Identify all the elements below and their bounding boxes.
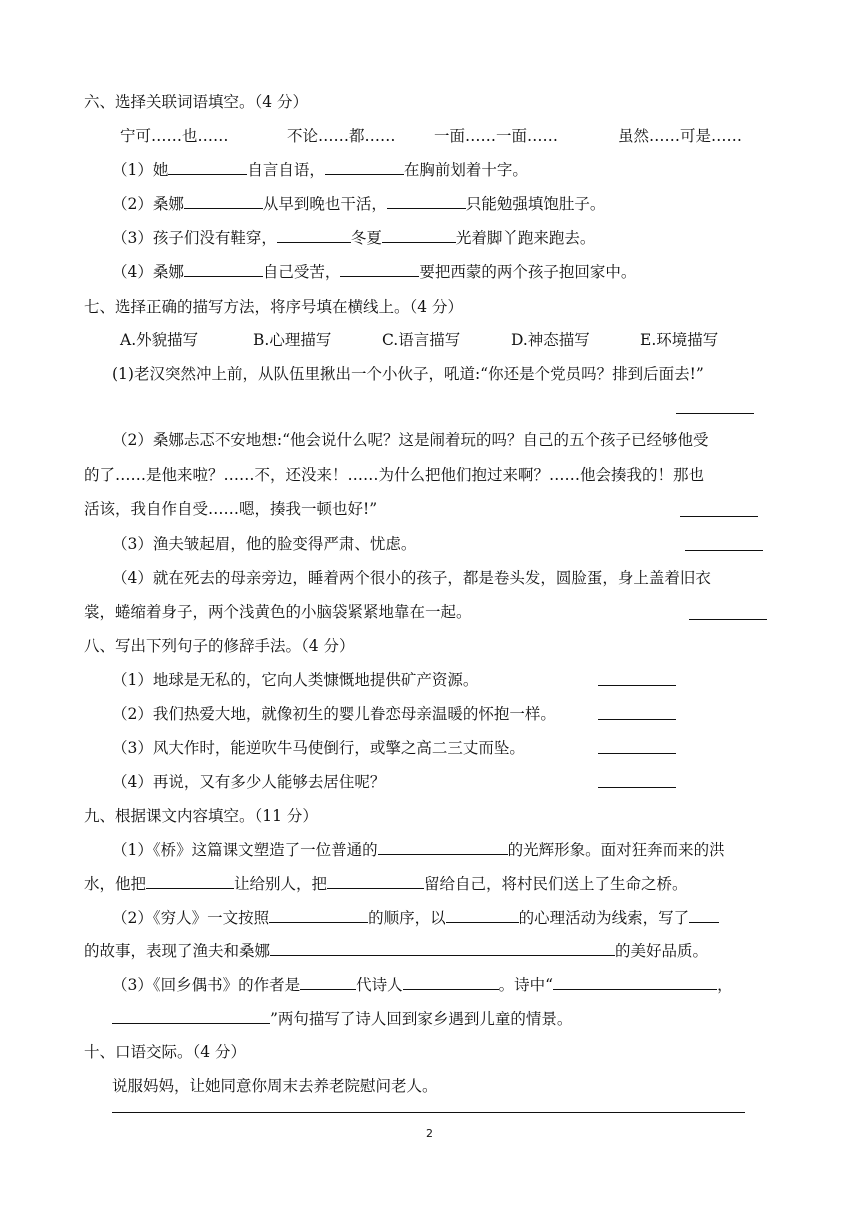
answer-blank[interactable] (598, 718, 676, 720)
answer-blank[interactable] (300, 974, 356, 990)
option-3: 一面……一面…… (434, 127, 559, 145)
s6-question-2: （2）桑娜 从早到晚也干活， 只能勉强填饱肚子。 (112, 195, 606, 213)
page-number: 2 (426, 1127, 433, 1140)
option-4: 虽然……可是…… (618, 127, 743, 145)
method-option-c: C.语言描写 (382, 331, 461, 349)
answer-blank[interactable] (680, 515, 758, 517)
answer-blank[interactable] (269, 907, 368, 923)
method-option-d: D.神态描写 (511, 331, 590, 349)
s7-question-2-line-2: 的了……是他来啦？……不，还没来！……为什么把他们抱过来啊？……他会揍我的！那也 (84, 466, 705, 484)
method-option-b: B.心理描写 (253, 331, 332, 349)
method-option-e: E.环境描写 (640, 331, 719, 349)
answer-blank[interactable] (598, 684, 676, 686)
answer-blank[interactable] (325, 159, 404, 175)
s7-question-4-line-2: 裳，蜷缩着身子，两个浅黄色的小脑袋紧紧地靠在一起。 (84, 603, 472, 621)
answer-blank[interactable] (446, 907, 519, 923)
s8-question-3: （3）风大作时，能逆吹牛马使倒行，或擎之高二三丈而坠。 (112, 739, 525, 757)
s9-question-3-line-2: ”两句描写了诗人回到家乡遇到儿童的情景。 (112, 1008, 572, 1030)
answer-blank[interactable] (340, 261, 419, 277)
option-1: 宁可……也…… (120, 127, 229, 145)
section-9-title: 九、根据课文内容填空。（11 分） (84, 807, 318, 825)
answer-blank[interactable] (685, 549, 763, 551)
s7-question-3: （3）渔夫皱起眉，他的脸变得严肃、忧虑。 (112, 535, 417, 553)
answer-blank[interactable] (168, 159, 247, 175)
s8-question-4: （4）再说，又有多少人能够去居住呢？ (112, 773, 386, 791)
answer-blank[interactable] (327, 873, 424, 889)
s7-question-2-line-3: 活该，我自作自受……嗯，揍我一顿也好!” (84, 500, 378, 518)
answer-blank[interactable] (598, 752, 676, 754)
answer-blank[interactable] (184, 261, 263, 277)
answer-blank[interactable] (378, 839, 508, 855)
section-6-title: 六、选择关联词语填空。（4 分） (84, 93, 309, 111)
answer-line[interactable] (112, 1111, 745, 1113)
s9-question-3-line-1: （3）《回乡偶书》的作者是 代诗人 。诗中“ ， (112, 976, 733, 994)
option-2: 不论……都…… (287, 127, 396, 145)
answer-blank[interactable] (553, 974, 717, 990)
s9-question-2-line-2: 的故事，表现了渔夫和桑娜 的美好品质。 (84, 942, 709, 960)
s9-question-1-line-1: （1）《桥》这篇课文塑造了一位普通的 的光辉形象。面对狂奔而来的洪 (112, 841, 725, 859)
s6-question-4: （4）桑娜 自己受苦， 要把西蒙的两个孩子抱回家中。 (112, 263, 637, 281)
s8-question-1: （1）地球是无私的，它向人类慷慨地提供矿产资源。 (112, 671, 479, 689)
answer-blank[interactable] (676, 412, 754, 414)
answer-blank[interactable] (277, 227, 351, 243)
answer-blank[interactable] (112, 1008, 270, 1024)
section-8-title: 八、写出下列句子的修辞手法。（4 分） (84, 637, 355, 655)
method-option-a: A.外貌描写 (120, 331, 199, 349)
answer-blank[interactable] (403, 974, 499, 990)
s6-question-1: （1）她 自言自语， 在胸前划着十字。 (112, 161, 528, 179)
section-10-title: 十、口语交际。（4 分） (84, 1043, 247, 1061)
s7-question-1: (1)老汉突然冲上前，从队伍里揪出一个小伙子，吼道:“你还是个党员吗？排到后面去!” (112, 365, 704, 383)
answer-blank[interactable] (146, 873, 234, 889)
answer-blank[interactable] (382, 227, 456, 243)
speaking-prompt: 说服妈妈，让她同意你周末去养老院慰问老人。 (112, 1077, 438, 1095)
s9-question-1-line-2: 水，他把 让给别人，把 留给自己，将村民们送上了生命之桥。 (84, 875, 688, 893)
answer-blank[interactable] (689, 618, 767, 620)
answer-blank[interactable] (387, 193, 466, 209)
answer-blank[interactable] (270, 940, 615, 956)
answer-blank[interactable] (598, 786, 676, 788)
section-7-title: 七、选择正确的描写方法，将序号填在横线上。（4 分） (84, 298, 464, 316)
s7-question-2-line-1: （2）桑娜忐忑不安地想:“他会说什么呢？这是闹着玩的吗？自己的五个孩子已经够他受 (112, 431, 709, 449)
s8-question-2: （2）我们热爱大地，就像初生的婴儿眷恋母亲温暖的怀抱一样。 (112, 705, 556, 723)
answer-blank[interactable] (184, 193, 263, 209)
s7-question-4-line-1: （4）就在死去的母亲旁边，睡着两个很小的孩子，都是卷头发，圆脸蛋，身上盖着旧衣 (112, 569, 711, 587)
answer-blank[interactable] (689, 907, 719, 923)
s6-question-3: （3）孩子们没有鞋穿， 冬夏 光着脚丫跑来跑去。 (112, 229, 596, 247)
s9-question-2-line-1: （2）《穷人》一文按照 的顺序，以 的心理活动为线索，写了 (112, 907, 719, 929)
